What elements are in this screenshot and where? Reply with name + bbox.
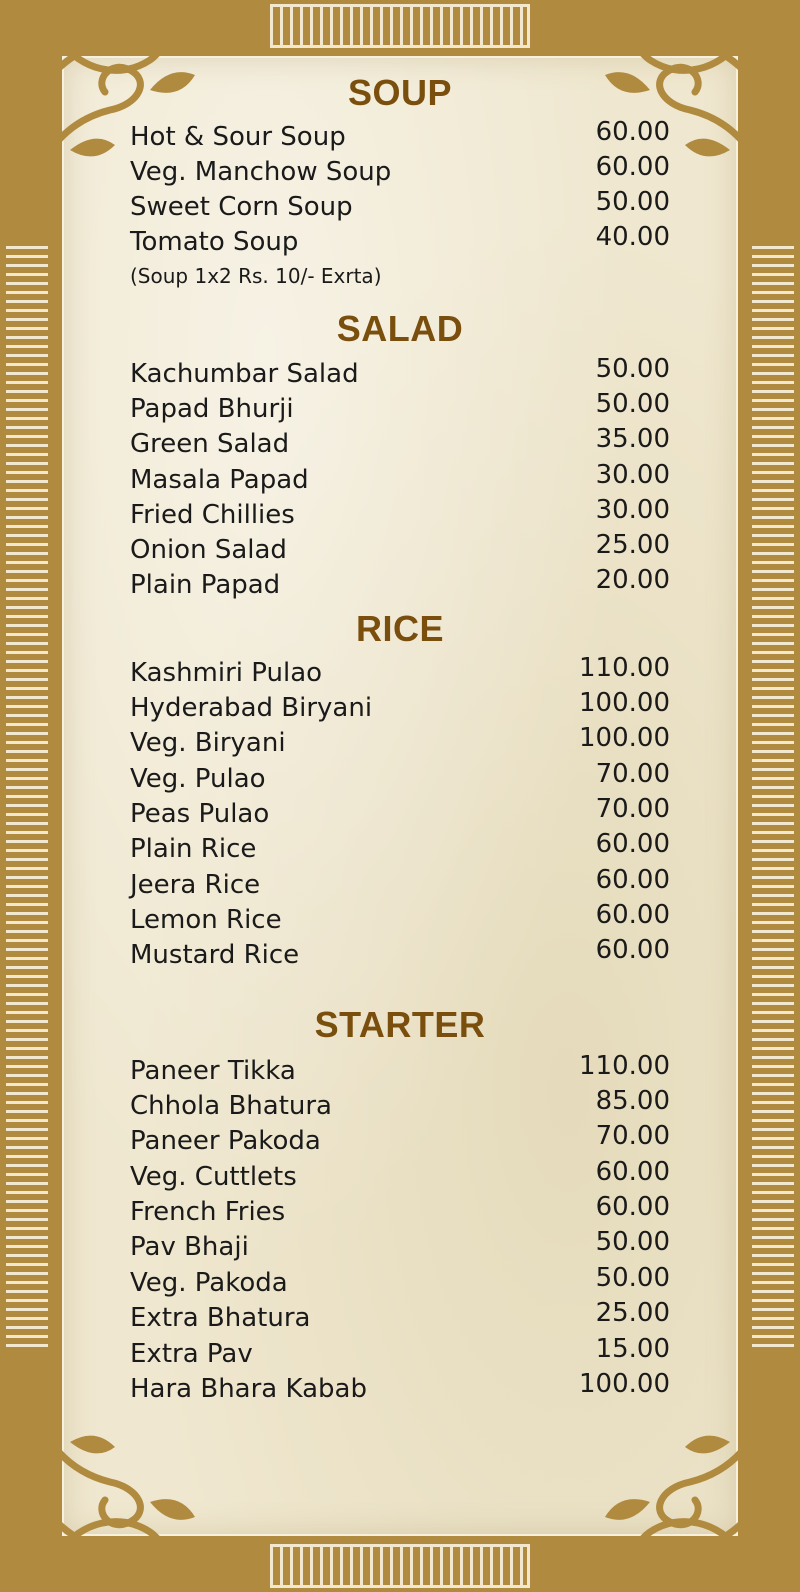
item-name: Hot & Sour Soup xyxy=(130,122,346,152)
item-price: 70.00 xyxy=(595,1121,670,1151)
item-price: 20.00 xyxy=(595,565,670,595)
item-name: Paneer Pakoda xyxy=(130,1126,321,1156)
item-name: Peas Pulao xyxy=(130,799,270,829)
item-name: Hyderabad Biryani xyxy=(130,693,373,723)
menu-item xyxy=(130,759,670,798)
item-name: Masala Papad xyxy=(130,465,309,495)
item-price: 60.00 xyxy=(595,152,670,182)
item-name: Veg. Manchow Soup xyxy=(130,157,392,187)
item-price: 110.00 xyxy=(579,653,670,683)
menu-item xyxy=(130,530,670,569)
item-price: 50.00 xyxy=(595,1227,670,1257)
item-price: 30.00 xyxy=(595,495,670,525)
item-price: 100.00 xyxy=(579,1369,670,1399)
item-name: Hara Bhara Kabab xyxy=(130,1374,367,1404)
bottom-border-stripes xyxy=(270,1544,530,1588)
item-price: 60.00 xyxy=(595,1157,670,1187)
menu-item xyxy=(130,1227,670,1266)
item-name: Onion Salad xyxy=(130,535,287,565)
item-name: Sweet Corn Soup xyxy=(130,192,353,222)
item-name: Chhola Bhatura xyxy=(130,1091,332,1121)
menu-item xyxy=(130,565,670,604)
item-name: Veg. Pakoda xyxy=(130,1268,288,1298)
menu-item xyxy=(130,460,670,499)
item-name: Kachumbar Salad xyxy=(130,359,359,389)
item-price: 60.00 xyxy=(595,1192,670,1222)
item-price: 30.00 xyxy=(595,460,670,490)
item-name: Veg. Pulao xyxy=(130,764,266,794)
item-price: 60.00 xyxy=(595,935,670,965)
item-name: Paneer Tikka xyxy=(130,1056,296,1086)
menu-item xyxy=(130,187,670,226)
menu-item xyxy=(130,1263,670,1302)
menu-item xyxy=(130,152,670,191)
menu-item xyxy=(130,222,670,261)
menu-item xyxy=(130,354,670,393)
menu-item xyxy=(130,1157,670,1196)
item-name: Papad Bhurji xyxy=(130,394,294,424)
section-title-salad: SALAD xyxy=(336,308,464,349)
section-title-rice: RICE xyxy=(355,608,444,649)
menu-item xyxy=(130,424,670,463)
item-name: Kashmiri Pulao xyxy=(130,658,323,688)
menu-item xyxy=(130,688,670,727)
menu-item xyxy=(130,794,670,833)
item-price: 15.00 xyxy=(595,1334,670,1364)
menu-item xyxy=(130,1298,670,1337)
item-name: Veg. Biryani xyxy=(130,728,286,758)
item-price: 60.00 xyxy=(595,829,670,859)
section-title-soup: SOUP xyxy=(347,72,453,113)
menu-item xyxy=(130,829,670,868)
item-price: 60.00 xyxy=(595,865,670,895)
menu-item xyxy=(130,389,670,428)
menu-item xyxy=(130,1369,670,1408)
item-name: Plain Rice xyxy=(130,834,257,864)
item-price: 50.00 xyxy=(595,1263,670,1293)
item-price: 100.00 xyxy=(579,688,670,718)
soup-note: (Soup 1x2 Rs. 10/- Exrta) xyxy=(130,264,382,288)
menu-item xyxy=(130,1086,670,1125)
item-name: Plain Papad xyxy=(130,570,281,600)
item-price: 70.00 xyxy=(595,794,670,824)
item-price: 40.00 xyxy=(595,222,670,252)
item-price: 85.00 xyxy=(595,1086,670,1116)
item-name: Jeera Rice xyxy=(130,870,261,900)
item-price: 60.00 xyxy=(595,900,670,930)
item-name: Pav Bhaji xyxy=(130,1232,249,1262)
menu-item xyxy=(130,1121,670,1160)
menu-item xyxy=(130,653,670,692)
right-border-stripes xyxy=(752,240,794,1352)
menu-item xyxy=(130,1334,670,1373)
left-border-stripes xyxy=(6,240,48,1352)
menu-item xyxy=(130,723,670,762)
item-price: 25.00 xyxy=(595,530,670,560)
section-title-starter: STARTER xyxy=(314,1004,486,1045)
item-price: 35.00 xyxy=(595,424,670,454)
item-price: 50.00 xyxy=(595,187,670,217)
menu-item xyxy=(130,1192,670,1231)
item-name: Extra Pav xyxy=(130,1339,253,1369)
top-border-stripes xyxy=(270,4,530,48)
item-name: Green Salad xyxy=(130,429,290,459)
item-price: 50.00 xyxy=(595,389,670,419)
item-name: Lemon Rice xyxy=(130,905,282,935)
menu-item xyxy=(130,1051,670,1090)
item-name: Fried Chillies xyxy=(130,500,295,530)
item-price: 70.00 xyxy=(595,759,670,789)
item-price: 100.00 xyxy=(579,723,670,753)
item-price: 50.00 xyxy=(595,354,670,384)
menu-item xyxy=(130,900,670,939)
item-price: 110.00 xyxy=(579,1051,670,1081)
item-price: 25.00 xyxy=(595,1298,670,1328)
menu-item xyxy=(130,935,670,974)
item-price: 60.00 xyxy=(595,117,670,147)
item-name: Veg. Cuttlets xyxy=(130,1162,297,1192)
item-name: Mustard Rice xyxy=(130,940,300,970)
menu-item xyxy=(130,495,670,534)
menu-item xyxy=(130,865,670,904)
item-name: French Fries xyxy=(130,1197,286,1227)
item-name: Extra Bhatura xyxy=(130,1303,311,1333)
menu-item xyxy=(130,117,670,156)
item-name: Tomato Soup xyxy=(130,227,299,257)
